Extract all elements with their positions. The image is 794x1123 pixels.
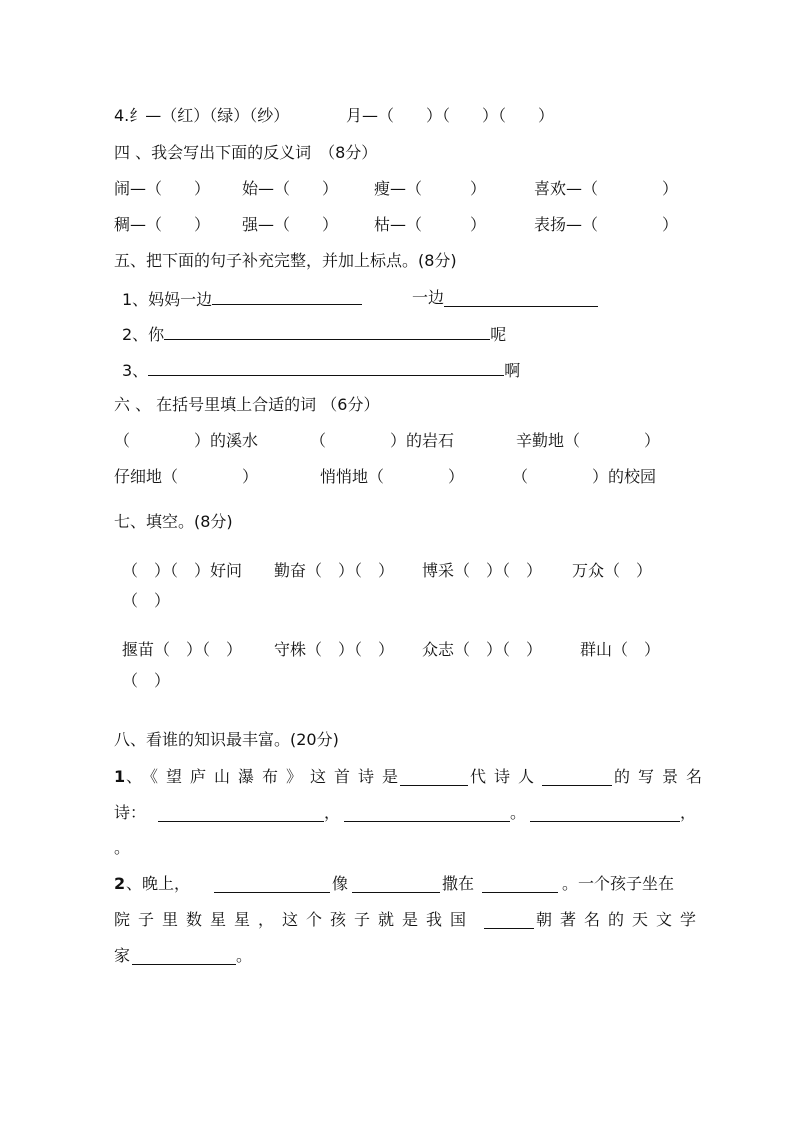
fill-blank[interactable] [444, 290, 598, 307]
fill-blank[interactable] [212, 288, 362, 305]
fill-blank[interactable] [214, 876, 330, 893]
section7-row1-wrap: （ ） [122, 591, 171, 610]
item-text: 3、 [122, 361, 149, 380]
fill-item: （ ）的岩石 [310, 431, 455, 450]
item-text: 2、你 [122, 325, 165, 344]
q2-text: 家 [114, 946, 131, 965]
idiom-item: 博采（ ）（ ） [422, 561, 543, 580]
fill-blank[interactable] [132, 948, 236, 965]
section5-title: 五、把下面的句子补充完整，并加上标点。(8分) [114, 251, 457, 270]
section7-row2-wrap: （ ） [122, 671, 171, 690]
q1-text: ， [680, 803, 697, 822]
item-text: 啊 [504, 361, 521, 380]
idiom-item: 万众（ ） [572, 561, 653, 580]
fill-item: 仔细地（ ） [114, 467, 259, 486]
fill-blank[interactable] [482, 876, 558, 893]
antonym-item: 瘦—（ ） [374, 179, 487, 198]
section5-item3 [122, 359, 520, 381]
fill-blank[interactable] [344, 805, 510, 822]
item-text: 1、妈妈一边 [122, 290, 213, 309]
antonym-item: 强—（ ） [242, 215, 339, 234]
antonym-item: 稠—（ ） [114, 215, 211, 234]
idiom-item: 群山（ ） [580, 640, 661, 659]
question-number: 2 [114, 874, 126, 893]
q1-text: 、《望庐山瀑布》这首诗是 [126, 767, 407, 786]
section5-item2 [122, 323, 506, 345]
section4-title: 四 、我会写出下面的反义词 （8分） [114, 143, 378, 162]
antonym-item: 表扬—（ ） [534, 215, 679, 234]
q2-text: 院子里数星星，这个孩子就是我国 [114, 910, 475, 929]
fill-blank[interactable] [164, 323, 490, 340]
fill-blank[interactable] [484, 912, 534, 929]
fill-blank[interactable] [542, 769, 612, 786]
q4-label: 4.纟—（红）（绿）（纱） [114, 106, 290, 125]
item-text: 一边 [412, 288, 445, 307]
q1-text: 诗： [114, 803, 147, 822]
fill-item: 辛勤地（ ） [516, 431, 661, 450]
q2-text: 。一个孩子坐在 [562, 874, 675, 893]
section8-q1-line3: 。 [114, 838, 131, 857]
idiom-item: 揠苗（ ）（ ） [122, 640, 243, 659]
fill-item: （ ）的校园 [512, 467, 657, 486]
fill-item: 悄悄地（ ） [320, 467, 465, 486]
q1-text: ， [324, 803, 341, 822]
section7-title: 七、填空。(8分) [114, 512, 233, 531]
idiom-item: （ ）（ ）好问 [122, 561, 243, 580]
q2-text: 。 [236, 946, 253, 965]
fill-blank[interactable] [400, 769, 468, 786]
q2-text: 像 [332, 874, 349, 893]
question-number: 1 [114, 767, 126, 786]
fill-item: （ ）的溪水 [114, 431, 259, 450]
section8-title: 八、看谁的知识最丰富。(20分) [114, 730, 339, 749]
idiom-item: 守株（ ）（ ） [274, 640, 395, 659]
idiom-item: 众志（ ）（ ） [422, 640, 543, 659]
antonym-item: 喜欢—（ ） [534, 179, 679, 198]
q1-text: 的写景名 [614, 767, 711, 786]
q1-text: 。 [510, 803, 527, 822]
antonym-item: 枯—（ ） [374, 215, 487, 234]
antonym-item: 始—（ ） [242, 179, 339, 198]
fill-blank[interactable] [148, 359, 504, 376]
fill-blank[interactable] [352, 876, 440, 893]
q2-text: 朝著名的天文学 [536, 910, 705, 929]
fill-blank[interactable] [530, 805, 680, 822]
q2-text: 、晚上， [126, 874, 191, 893]
q4-label-2: 月—（ ）（ ）（ ） [346, 106, 555, 125]
idiom-item: 勤奋（ ）（ ） [274, 561, 395, 580]
q2-text: 撒在 [442, 874, 475, 893]
section5-item1 [122, 288, 445, 310]
fill-blank[interactable] [158, 805, 324, 822]
antonym-item: 闹—（ ） [114, 179, 211, 198]
q1-text: 代诗人 [470, 767, 543, 786]
section6-title: 六 、 在括号里填上合适的词 （6分） [114, 395, 380, 414]
item-text: 呢 [490, 325, 507, 344]
